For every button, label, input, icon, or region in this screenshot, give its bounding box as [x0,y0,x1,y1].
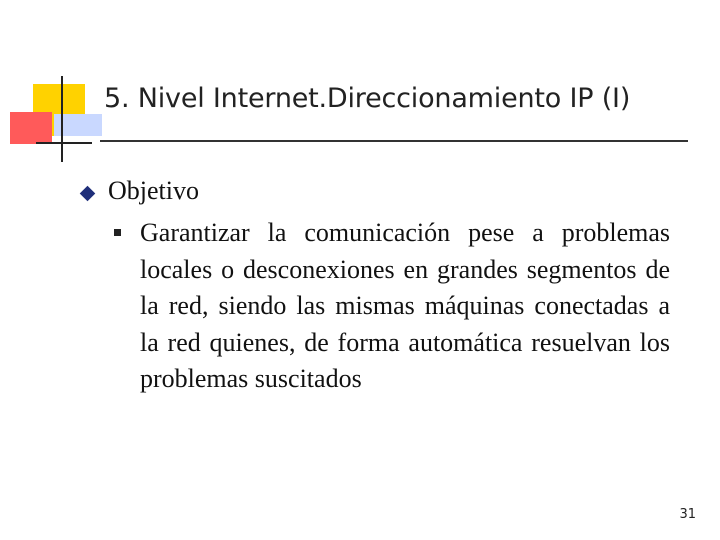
diamond-bullet-icon [80,186,96,202]
title-divider [100,140,688,142]
sub-bullet-text: Garantizar la comunicación pese a problemas locales o desconexiones en grandes segmentos de la red, siendo las mismas máquinas conectadas a la red quienes, de forma automática resuelvan los problemas suscitados [140,218,670,393]
logo-vertical-line [61,76,63,162]
main-bullet-label: Objetivo [108,176,199,205]
page-number: 31 [679,507,696,522]
logo-horizontal-line [36,142,92,144]
logo-red-square [10,112,52,144]
slide-title: 5. Nivel Internet.Direccionamiento IP (I) [104,83,631,114]
square-bullet-icon [114,229,121,236]
corner-logo [0,0,110,170]
